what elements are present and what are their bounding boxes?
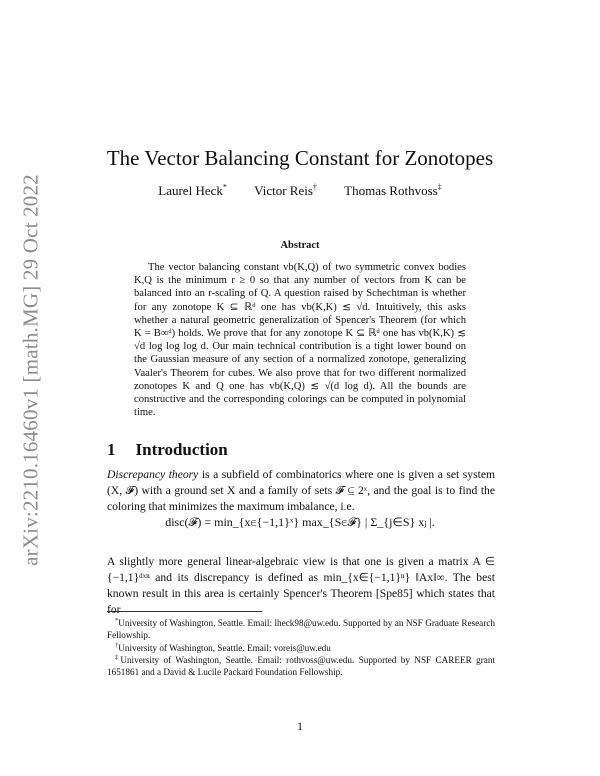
page-number: 1 — [297, 719, 303, 733]
author-mark: ‡ — [437, 183, 442, 192]
author-list — [0, 183, 600, 199]
intro-paragraph-1 — [107, 467, 495, 515]
author-1 — [158, 183, 227, 198]
author-name: Thomas Rothvoss — [344, 183, 438, 199]
intro-paragraph-1-text: is a subfield of combinatorics where one is given a set system (X, 𝓕) with a ground set X and a family of sets 𝓕 ⊆ 2ˣ, and the goal is to find the coloring that minimizes the maximum imbalance, i.e. — [107, 468, 495, 513]
intro-paragraph-2: A slightly more general linear-algebraic view is that one is given a matrix A ∈ {−1,1}ᵈˣⁿ and its discrepancy is defined as min_{x∈{−1,1}ⁿ} ‖Ax‖∞. The best known result in this area is certainly Spencer's Theorem [Spe85] which states that for — [107, 555, 495, 616]
arxiv-stamp — [18, 170, 44, 570]
section-title: Introduction — [135, 440, 228, 459]
footnote-text: University of Washington, Seattle. Email: lheck98@uw.edu. Supported by an NSF Graduate Research Fellowship. — [107, 618, 495, 641]
paper-title: The Vector Balancing Constant for Zonotopes — [106, 146, 494, 170]
discrepancy-term: Discrepancy theory — [107, 468, 199, 481]
abstract-text: The vector balancing constant vb(K,Q) of two symmetric convex bodies K,Q is the minimum r ≥ 0 so that any number of vectors from K can be balanced into an r-scaling of Q. A question raised by Schechtman is whether for any zonotope K ⊆ ℝᵈ one has vb(K,K) ≲ √d. Intuitively, this asks whether a natural geometric generalization of Spencer's Theorem (for which K = B∞ᵈ) holds. We prove that for any zonotope K ⊆ ℝᵈ one has vb(K,K) ≲ √d log log log d. Our main technical contribution is a tight lower bound on the Gaussian measure of any section of a normalized zonotope, generalizing Vaaler's Theorem for cubes. We also prove that for two different normalized zonotopes K and Q one has vb(K,Q) ≲ √(d log d). All the bounds are constructive and the corresponding colorings can be computed in polynomial time. — [134, 262, 466, 419]
author-3 — [344, 183, 442, 198]
section-number: 1 — [107, 440, 116, 459]
abstract-heading: Abstract — [280, 240, 320, 251]
footnote-mark: * — [115, 617, 119, 624]
footnote-1 — [107, 615, 495, 641]
author-mark: † — [312, 183, 317, 192]
disc-equation: disc(𝓕) = min_{x∈{−1,1}ˣ} max_{S∈𝓕} | Σ_{j∈S} xⱼ |. — [165, 515, 435, 529]
footnote-text: University of Washington, Seattle. Email: rothvoss@uw.edu. Supported by NSF CAREER grant 1651861 and a David & Lucile Packard Foundation Fellowship. — [107, 655, 496, 678]
footnote-text: University of Washington, Seattle. Email: voreis@uw.edu — [118, 643, 331, 654]
author-2 — [254, 183, 317, 198]
section-heading — [107, 440, 228, 460]
footnote-mark: † — [115, 642, 119, 649]
arxiv-stamp-text: arXiv:2210.16460v1 [math.MG] 29 Oct 2022 — [18, 174, 43, 566]
author-mark: * — [222, 183, 227, 192]
footnote-mark: ‡ — [115, 654, 121, 661]
author-name: Laurel Heck — [158, 183, 223, 199]
footnote-3 — [107, 652, 495, 678]
author-name: Victor Reis — [254, 183, 313, 199]
footnote-rule — [107, 611, 262, 612]
